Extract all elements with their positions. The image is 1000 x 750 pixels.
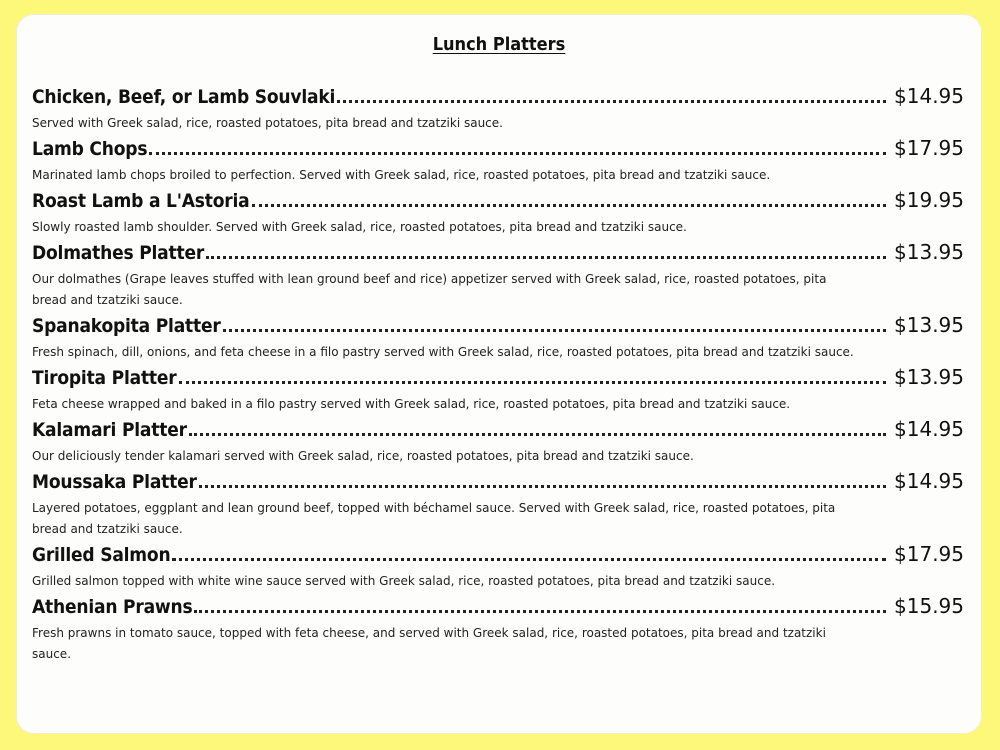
menu-item (32, 363, 964, 415)
menu-item-price: $15.95 (894, 594, 964, 618)
dot-leader (179, 381, 886, 384)
menu-item-name: Spanakopita Platter (32, 315, 221, 337)
menu-item-name: Roast Lamb a L'Astoria (32, 190, 250, 212)
menu-item (32, 540, 964, 592)
menu-item-description: Our dolmathes (Grape leaves stuffed with lean ground beef and rice) appetizer served with Greek salad, rice, roasted potatoes, pita bread and tzatziki sauce. (32, 272, 827, 307)
menu-item-row (32, 467, 964, 493)
page-title: Lunch Platters (432, 34, 566, 55)
menu-item-description: Fresh prawns in tomato sauce, topped with feta cheese, and served with Greek salad, rice, roasted potatoes, pita bread and tzatziki sauce. (32, 626, 826, 661)
menu-item-name: Chicken, Beef, or Lamb Souvlaki (32, 86, 336, 108)
menu-item (32, 134, 964, 186)
menu-item (32, 311, 964, 363)
menu-item (32, 186, 964, 238)
menu-item-row (32, 186, 964, 212)
menu-item (32, 592, 964, 665)
menu-item-row (32, 82, 964, 108)
menu-item-description: Slowly roasted lamb shoulder. Served with Greek salad, rice, roasted potatoes, pita bread and tzatziki sauce. (32, 220, 687, 234)
menu-item-description: Marinated lamb chops broiled to perfection. Served with Greek salad, rice, roasted potatoes, pita bread and tzatziki sauce. (32, 168, 771, 182)
menu-page (16, 14, 982, 734)
menu-item-row (32, 238, 964, 264)
dot-leader (206, 256, 886, 259)
menu-item-row (32, 134, 964, 160)
menu-item-name: Athenian Prawns (32, 596, 193, 618)
menu-item-price: $13.95 (894, 365, 964, 389)
menu-item-description: Feta cheese wrapped and baked in a filo pastry served with Greek salad, rice, roasted potatoes, pita bread and tzatziki sauce. (32, 397, 791, 411)
menu-item-description: Fresh spinach, dill, onions, and feta cheese in a filo pastry served with Greek salad, rice, roasted potatoes, pita bread and tzatziki sauce. (32, 345, 854, 359)
menu-item-price: $14.95 (894, 469, 964, 493)
dot-leader (199, 485, 886, 488)
menu-item-description: Served with Greek salad, rice, roasted potatoes, pita bread and tzatziki sauce. (32, 116, 503, 130)
menu-item-price: $19.95 (894, 188, 964, 212)
menu-item (32, 238, 964, 311)
dot-leader (172, 558, 886, 561)
menu-item-description: Grilled salmon topped with white wine sauce served with Greek salad, rice, roasted potatoes, pita bread and tzatziki sauce. (32, 574, 776, 588)
menu-item-row (32, 415, 964, 441)
menu-item-row (32, 311, 964, 337)
menu-item-row (32, 540, 964, 566)
menu-item-description: Layered potatoes, eggplant and lean ground beef, topped with béchamel sauce. Served with Greek salad, rice, roasted potatoes, pita bread and tzatziki sauce. (32, 501, 836, 536)
dot-leader (189, 433, 886, 436)
menu-item-name: Dolmathes Platter (32, 242, 205, 264)
menu-item-price: $13.95 (894, 313, 964, 337)
menu-item-name: Tiropita Platter (32, 367, 177, 389)
dot-leader (149, 152, 886, 155)
menu-item-name: Kalamari Platter (32, 419, 187, 441)
dot-leader (194, 610, 886, 613)
menu-item-name: Lamb Chops (32, 138, 148, 160)
menu-item-price: $14.95 (894, 84, 964, 108)
dot-leader (337, 100, 886, 103)
menu-item-name: Moussaka Platter (32, 471, 197, 493)
menu-item-row (32, 592, 964, 618)
menu-item (32, 415, 964, 467)
menu-item-price: $17.95 (894, 136, 964, 160)
menu-item (32, 82, 964, 134)
menu-list (32, 82, 964, 665)
menu-item-description: Our deliciously tender kalamari served with Greek salad, rice, roasted potatoes, pita bread and tzatziki sauce. (32, 449, 694, 463)
menu-item-name: Grilled Salmon (32, 544, 171, 566)
menu-item-price: $14.95 (894, 417, 964, 441)
dot-leader (252, 204, 886, 207)
menu-item-price: $17.95 (894, 542, 964, 566)
dot-leader (223, 329, 886, 332)
menu-item-row (32, 363, 964, 389)
menu-item-price: $13.95 (894, 240, 964, 264)
menu-item (32, 467, 964, 540)
